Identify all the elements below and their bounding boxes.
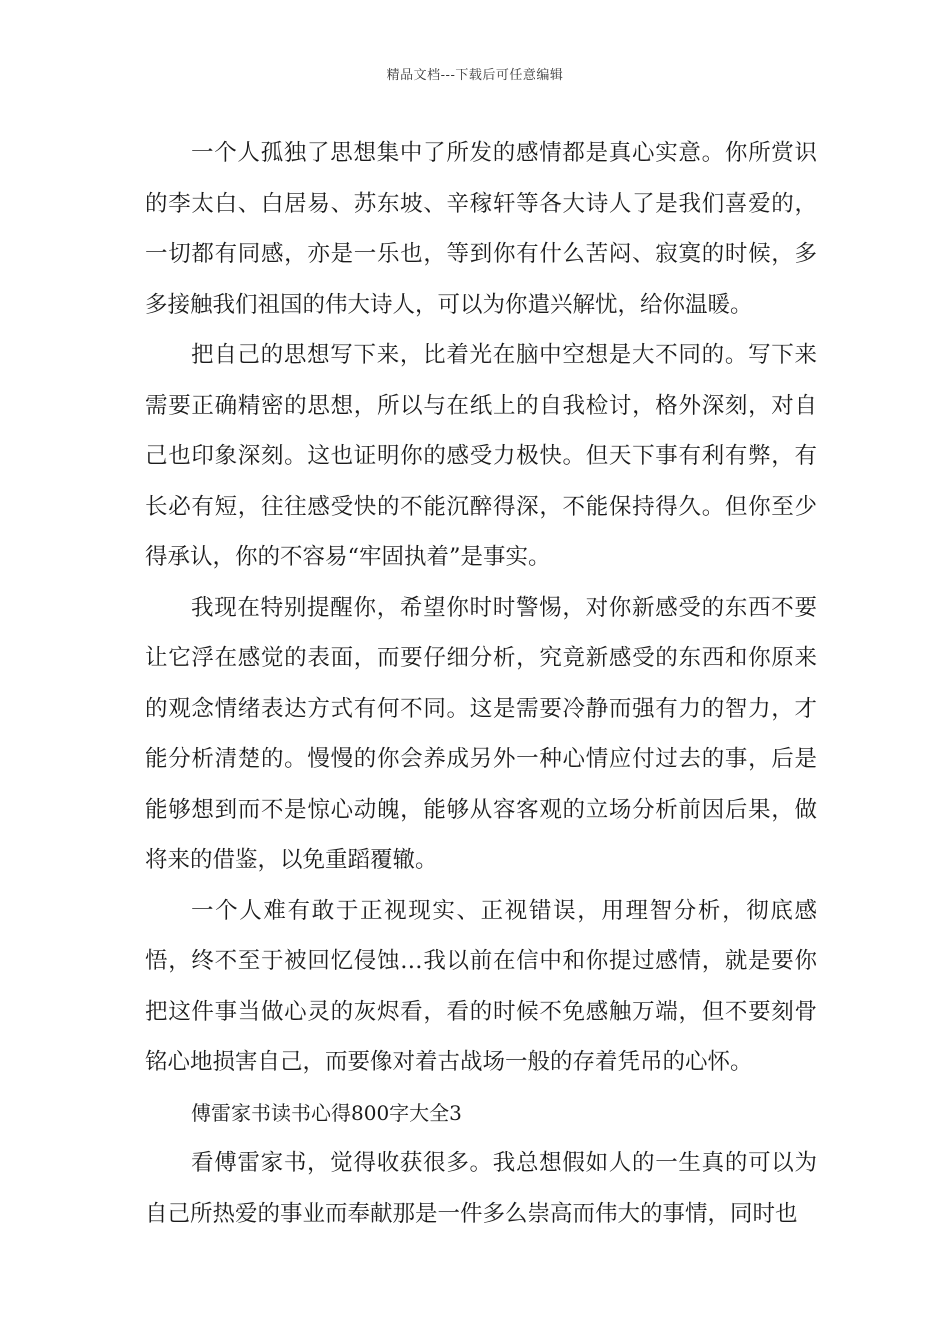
paragraph-2: 把自己的思想写下来，比着光在脑中空想是大不同的。写下来需要正确精密的思想，所以与在纸上的自我检讨，格外深刻，对自己也印象深刻。这也证明你的感受力极快。但天下事有利有弊，有长必有短，往往感受快的不能沉醉得深，不能保持得久。但你至少得承认，你的不容易“牢固执着”是事实。	[145, 342, 817, 570]
paragraph-4: 一个人难有敢于正视现实、正视错误，用理智分析，彻底感悟，终不至于被回忆侵蚀…我以前在信中和你提过感情，就是要你把这件事当做心灵的灰烬看，看的时候不免感触万端，但不要刻骨铭心地损害自己，而要像对着古战场一般的存着凭吊的心怀。	[145, 897, 817, 1075]
paragraph-3: 我现在特别提醒你，希望你时时警惕，对你新感受的东西不要让它浮在感觉的表面，而要仔细分析，究竟新感受的东西和你原来的观念情绪表达方式有何不同。这是需要冷静而强有力的智力，才能分析清楚的。慢慢的你会养成另外一种心情应付过去的事，后是能够想到而不是惊心动魄，能够从容客观的立场分析前因后果，做将来的借鉴，以免重蹈覆辙。	[145, 594, 817, 873]
paragraph-5: 看傅雷家书，觉得收获很多。我总想假如人的一生真的可以为自己所热爱的事业而奉献那是一件多么崇高而伟大的事情，同时也	[145, 1150, 817, 1227]
document-body	[145, 128, 817, 1239]
section-heading: 傅雷家书读书心得800字大全3	[191, 1100, 462, 1125]
page-header: 精品文档---下载后可任意编辑	[386, 68, 564, 83]
paragraph-1: 一个人孤独了思想集中了所发的感情都是真心实意。你所赏识的李太白、白居易、苏东坡、辛稼轩等各大诗人了是我们喜爱的，一切都有同感，亦是一乐也，等到你有什么苦闷、寂寞的时候，多多接触我们祖国的伟大诗人，可以为你遣兴解忧，给你温暖。	[145, 140, 817, 318]
